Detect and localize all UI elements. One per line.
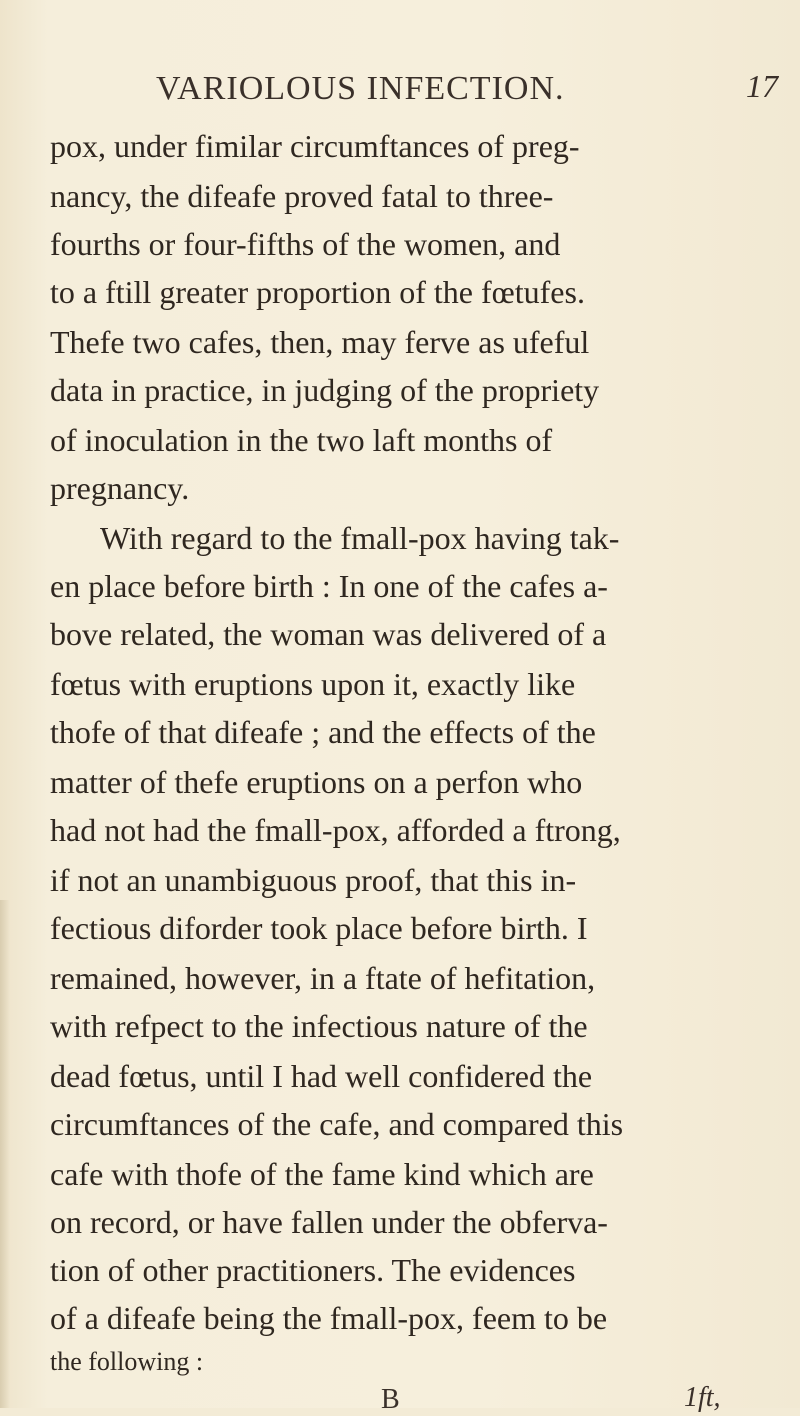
- text-line: matter of thefe eruptions on a perfon who: [50, 764, 583, 800]
- text-line: circumftances of the cafe, and compared this: [50, 1106, 624, 1142]
- catchword: 1ft,: [684, 1382, 721, 1413]
- signature-mark: B: [381, 1384, 400, 1415]
- text-line: the following :: [50, 1347, 204, 1376]
- text-line: dead fœtus, until I had well confidered the: [50, 1058, 593, 1094]
- text-line: of a difeafe being the fmall-pox, feem to be: [50, 1300, 608, 1336]
- text-line: of inoculation in the two laft months of: [50, 422, 553, 458]
- text-line: with refpect to the infectious nature of the: [50, 1008, 588, 1044]
- text-line: pox, under fimilar circumftances of preg-: [50, 128, 580, 164]
- text-line: nancy, the difeafe proved fatal to three-: [50, 178, 554, 214]
- text-line: had not had the fmall-pox, afforded a ftrong,: [50, 812, 621, 848]
- running-title: VARIOLOUS INFECTION.: [156, 70, 565, 107]
- text-line: en place before birth : In one of the cafes a-: [50, 568, 608, 604]
- text-line: pregnancy.: [50, 470, 190, 506]
- text-line: on record, or have fallen under the obferva-: [50, 1204, 608, 1240]
- text-line: Thefe two cafes, then, may ferve as ufeful: [50, 324, 590, 360]
- text-line: thofe of that difeafe ; and the effects of the: [50, 714, 596, 750]
- text-line: fœtus with eruptions upon it, exactly like: [50, 666, 576, 702]
- page-number: 17: [746, 68, 778, 104]
- text-line: data in practice, in judging of the propriety: [50, 372, 600, 408]
- text-line: fectious diforder took place before birth. I: [50, 910, 588, 946]
- text-line: bove related, the woman was delivered of a: [50, 616, 607, 652]
- text-line: remained, however, in a ftate of hefitation,: [50, 960, 596, 996]
- text-line: to a ftill greater proportion of the fœtufes.: [50, 274, 585, 310]
- text-line: With regard to the fmall-pox having tak-: [100, 520, 620, 556]
- text-line: tion of other practitioners. The evidences: [50, 1252, 576, 1288]
- text-line: fourths or four-fifths of the women, and: [50, 226, 561, 262]
- text-line: if not an unambiguous proof, that this in-: [50, 862, 577, 898]
- text-line: cafe with thofe of the fame kind which are: [50, 1156, 594, 1192]
